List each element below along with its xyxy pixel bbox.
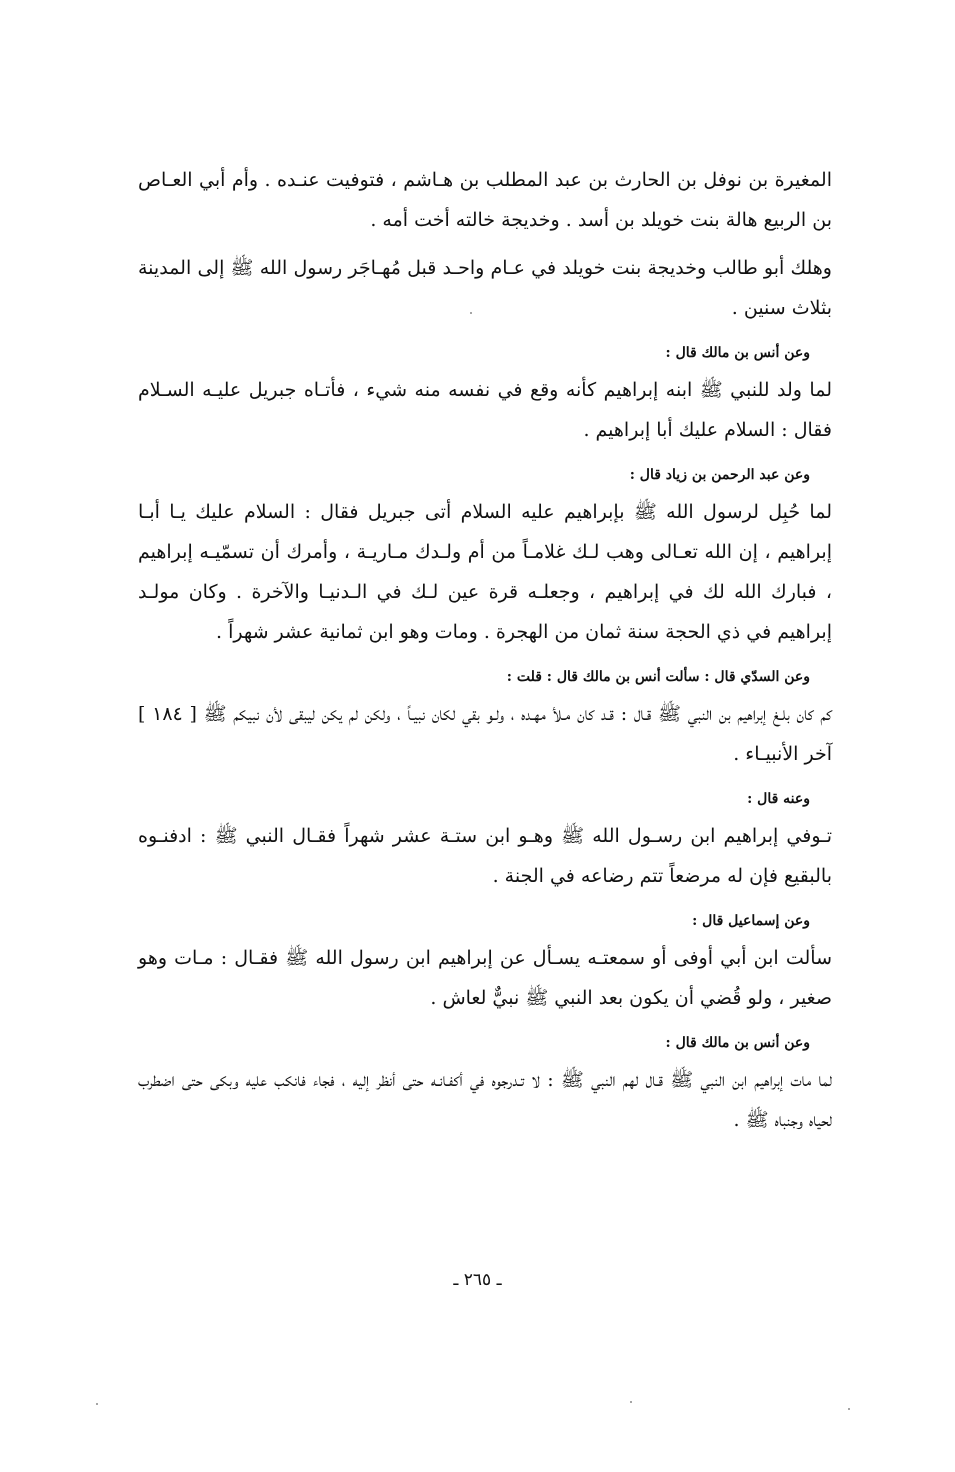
scan-speck: [630, 1401, 632, 1403]
paragraph-1: المغيرة بن نوفل بن الحارث بن عبد المطلب بن هـاشم ، فتوفيت عنـده . وأم أبي العـاص بن الربيع هالة بنت خويلد بن أسد . وخديجة خالته أخت أمه .: [138, 169, 832, 231]
narration-heading-2: وعن عبد الرحمن بن زياد قال :: [629, 467, 810, 483]
scan-speck: [848, 1408, 850, 1410]
paragraph-6: تـوفي إبراهيم ابن رسـول الله ﷺ وهـو ابن ستـة عشر شهراً فقـال النبي ﷺ : ادفنـوه بالبقيع فإن له مرضعاً تتم رضاعه في الجنة .: [138, 825, 832, 887]
paragraph-3: لما ولد للنبي ﷺ ابنه إبراهيم كأنه وقع في نفسه منه شيء ، فأتـاه جبريل عليـه السـلام فقال : السلام عليك أبا إبراهيم .: [138, 379, 832, 441]
page-number: ـ ٢٦٥ ـ: [453, 1270, 502, 1290]
paragraph-5: كم كان بلـغ إبراهيم بن النبي ﷺ قـال : قـد كان مـلأ مهـده ، ولـو بقي لكان نبيـاً ، ولكن لم يكن ليبقى لأن نبيكم ﷺ [ ١٨٤ ] آخر الأنبيـاء .: [138, 703, 833, 765]
narration-heading-5: وعن إسماعيل قال :: [692, 913, 810, 929]
paragraph-8: لما مات إبراهيم ابن النبي ﷺ قـال لهم النبي ﷺ : لا تـدرجوه في أكفـانـه حتى أنظر إليه ، فجاء فانكب عليه وبكى حتى اضطرب لحياه وجنباه ﷺ .: [138, 1069, 832, 1131]
narration-heading-1: وعن أنس بن مالك قال :: [665, 345, 810, 361]
paragraph-7: سألت ابن أبي أوفى أو سمعتـه يسـأل عن إبراهيم ابن رسول الله ﷺ فقـال : مـات وهو صغير ، ولو قُضي أن يكون بعد النبي ﷺ نبيٌّ لعاش .: [138, 947, 832, 1009]
narration-heading-4: وعنه قال :: [747, 791, 810, 807]
paragraph-2: وهلك أبو طالب وخديجة بنت خويلد في عـام واحـد قبل مُهـاجَر رسول الله ﷺ إلى المدينة بثلاث سنين .: [138, 257, 832, 319]
narration-heading-3: وعن السدّي قال : سألت أنس بن مالك قال : قلت :: [506, 669, 810, 685]
text-column: [138, 160, 832, 1140]
narration-heading-6: وعن أنس بن مالك قال :: [665, 1035, 810, 1051]
scan-speck: [96, 1403, 98, 1405]
scan-speck: [470, 312, 472, 314]
paragraph-4: لما حُبِل لرسول الله ﷺ بإبراهيم عليه السلام أتى جبريل فقال : السلام عليك يـا أبـا إبراهيم ، إن الله تعـالى وهب لـك غلامـاً من أم ولـدك مـاريـة ، وأمرك أن تسمّيـه إبراهيم ، فبارك الله لك في إبراهيم ، وجعلـه قرة عين لـك في الـدنيـا والآخرة . وكان مولـد إبراهيم في ذي الحجة سنة ثمان من الهجرة . ومات وهو ابن ثمانية عشر شهراً .: [138, 501, 832, 643]
